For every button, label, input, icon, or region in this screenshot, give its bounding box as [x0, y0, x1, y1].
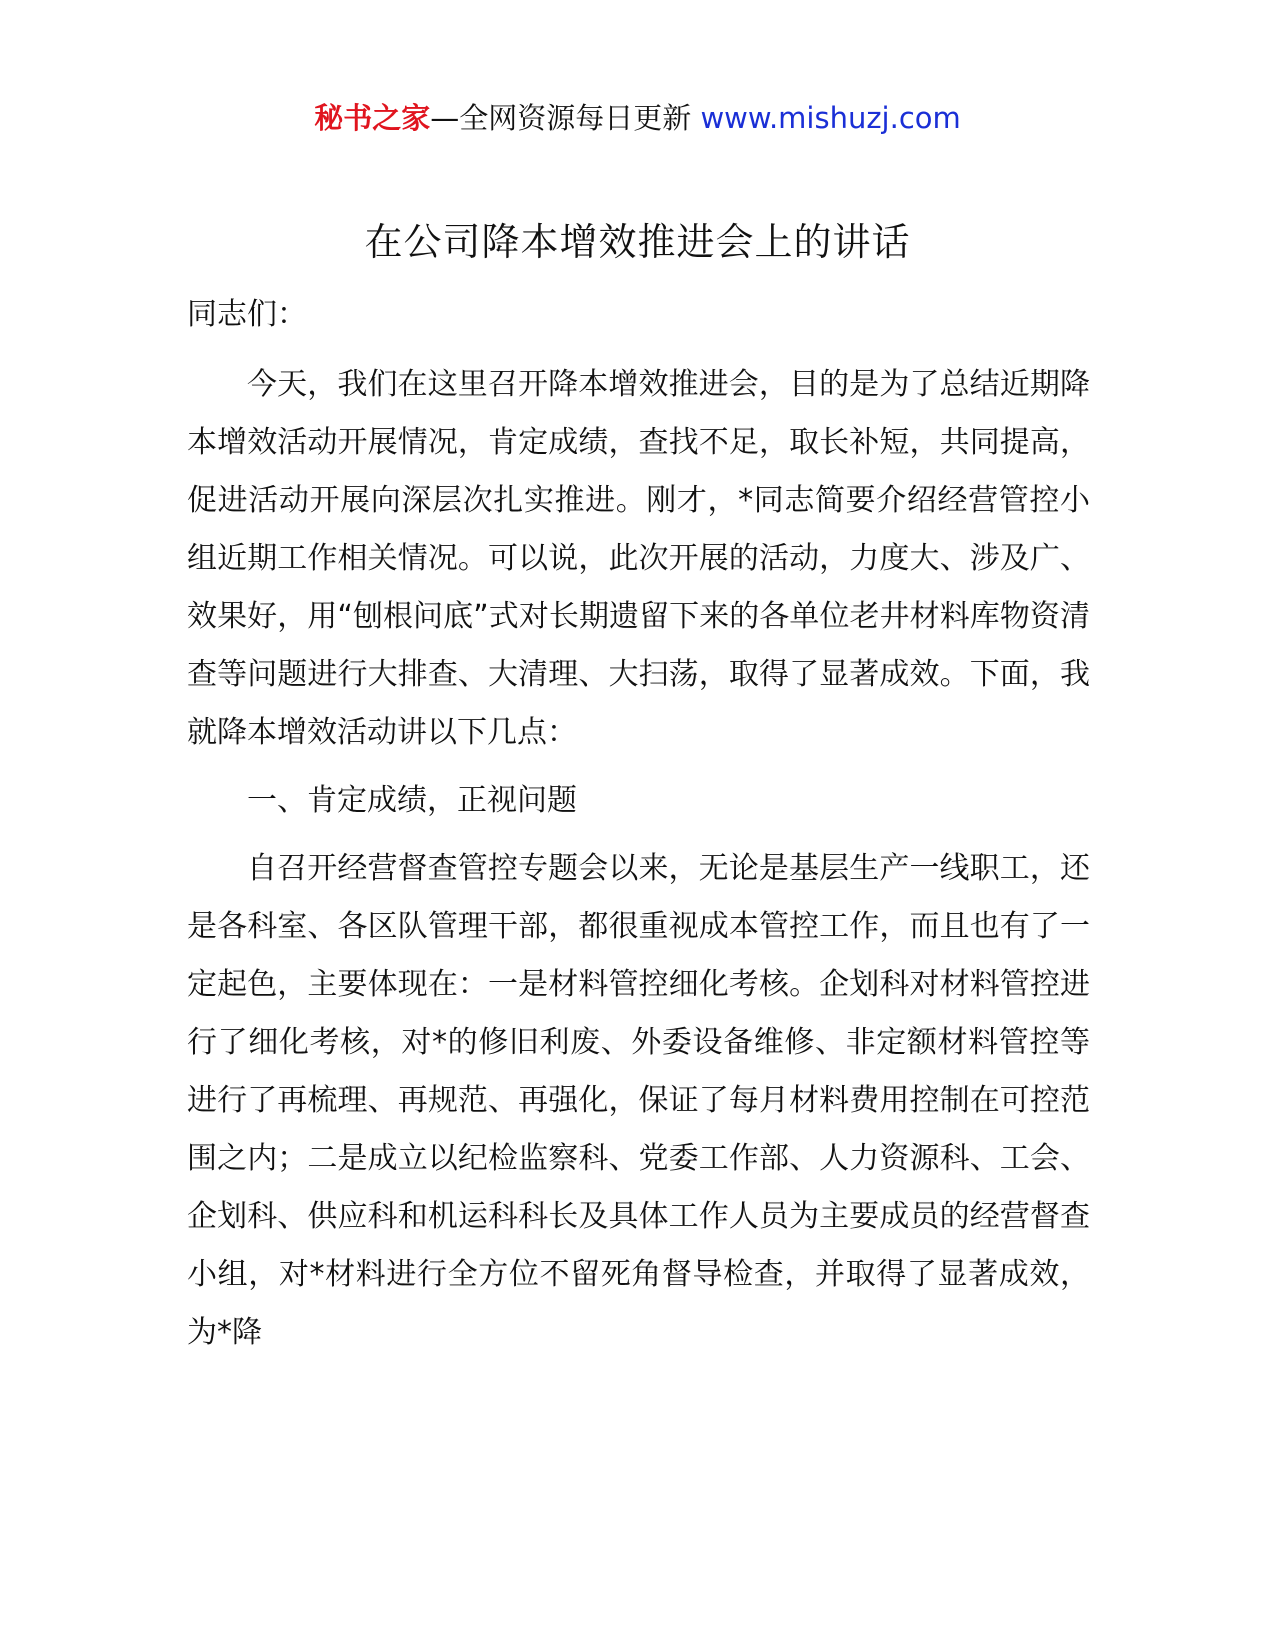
document-body — [187, 286, 1090, 1372]
site-brand: 秘书之家 — [314, 101, 431, 135]
site-url-link[interactable]: www.mishuzj.com — [700, 101, 961, 135]
site-tagline: —全网资源每日更新 — [430, 101, 692, 135]
paragraph-section-1: 自召开经营督查管控专题会以来，无论是基层生产一线职工，还是各科室、各区队管理干部，都很重视成本管控工作，而且也有了一定起色，主要体现在：一是材料管控细化考核。企划科对材料管控进行了细化考核，对*的修旧利废、外委设备维修、非定额材料管控等进行了再梳理、再规范、再强化，保证了每月材料费用控制在可控范围之内；二是成立以纪检监察科、党委工作部、人力资源科、工会、企划科、供应科和机运科科长及具体工作人员为主要成员的经营督查小组，对*材料进行全方位不留死角督导检查，并取得了显著成效，为*降 — [187, 851, 1090, 1350]
section-heading-1: 一、肯定成绩，正视问题 — [247, 783, 577, 818]
salutation: 同志们： — [187, 297, 307, 332]
document-title: 在公司降本增效推进会上的讲话 — [364, 220, 911, 264]
site-header — [0, 96, 1275, 140]
paragraph-intro: 今天，我们在这里召开降本增效推进会，目的是为了总结近期降本增效活动开展情况，肯定成绩，查找不足，取长补短，共同提高，促进活动开展向深层次扎实推进。刚才，*同志简要介绍经营管控小组近期工作相关情况。可以说，此次开展的活动，力度大、涉及广、效果好，用“刨根问底”式对长期遗留下来的各单位老井材料库物资清查等问题进行大排查、大清理、大扫荡，取得了显著成效。下面，我就降本增效活动讲以下几点： — [187, 367, 1090, 750]
